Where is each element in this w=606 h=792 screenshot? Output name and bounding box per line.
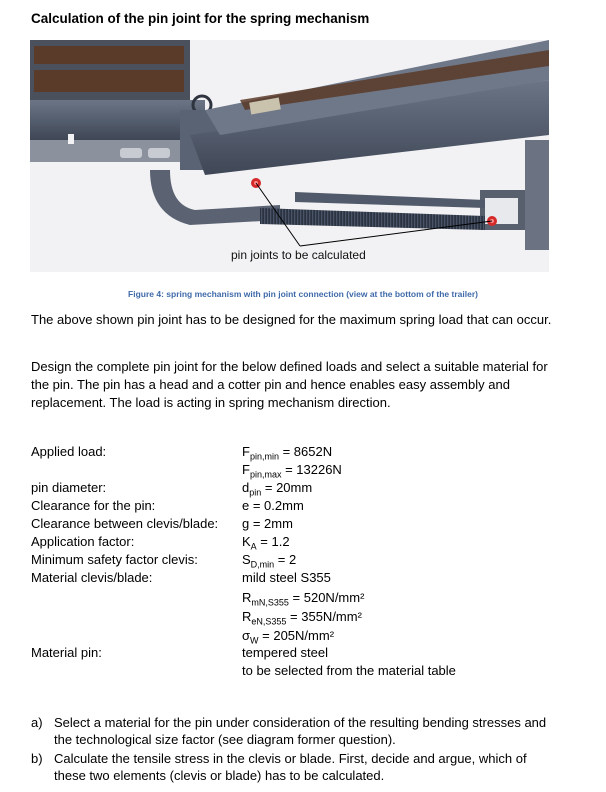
task-marker: a): [31, 715, 43, 730]
task-list: [31, 714, 561, 786]
intro-paragraph: The above shown pin joint has to be designed for the maximum spring load that can occur.: [31, 312, 552, 327]
material-pin-label: Material pin:: [31, 645, 102, 660]
material-clevis-blade-value: mild steel S355: [242, 570, 331, 585]
task-text: Select a material for the pin under consideration of the resulting bending stresses and the technological size factor (see diagram former question).: [54, 715, 547, 747]
task-text: Calculate the tensile stress in the clevis or blade. First, decide and argue, which of these two elements (clevis or blade) has to be calculated.: [54, 751, 527, 783]
application-factor-value: $K_A = 1.2$: [242, 534, 290, 552]
callout-label: pin joints to be calculated: [231, 248, 366, 262]
page-title: Calculation of the pin joint for the spring mechanism: [31, 11, 370, 26]
clearance-pin-value: e = 0.2mm: [242, 498, 304, 513]
min-safety-factor-label: Minimum safety factor clevis:: [31, 552, 198, 567]
task-item: [31, 750, 561, 784]
design-paragraph: Design the complete pin joint for the below defined loads and select a suitable material for the pin. The pin has a head and a cotter pin and hence enables easy assembly and replacement. The load is acting in spring mechanism direction.: [31, 359, 548, 410]
spring-mechanism-figure: [30, 40, 549, 272]
material-pin-note: to be selected from the material table: [242, 663, 456, 678]
figure-caption: Figure 4: spring mechanism with pin joint connection (view at the bottom of the trailer): [128, 289, 478, 299]
material-pin-value: tempered steel: [242, 645, 328, 660]
rm-value: $R_{mN,S355} = 520N/mm^2$: [242, 590, 365, 608]
clearance-pin-label: Clearance for the pin:: [31, 498, 156, 513]
clearance-clevis-blade-value: g = 2mm: [242, 516, 293, 531]
sigma-w-value: $\sigma_W = 205N/mm^2$: [242, 628, 335, 646]
fmax-value: $F_{pin,max} = 13226N$: [242, 462, 342, 480]
applied-load-label: Applied load:: [31, 444, 107, 459]
pin-diameter-value: $d_{pin} = 20mm$: [242, 480, 313, 498]
task-marker: b): [31, 751, 43, 766]
min-safety-factor-value: $S_{D,min} = 2$: [242, 552, 297, 570]
task-item: [31, 714, 561, 748]
spring-mechanism-illustration: [30, 40, 549, 272]
clearance-clevis-blade-label: Clearance between clevis/blade:: [31, 516, 219, 531]
application-factor-label: Application factor:: [31, 534, 135, 549]
fmin-value: $F_{pin,min} = 8652N$: [242, 444, 333, 462]
pin-diameter-label: pin diameter:: [31, 480, 107, 495]
re-value: $R_{eN,S355} = 355N/mm^2$: [242, 609, 362, 627]
material-clevis-blade-label: Material clevis/blade:: [31, 570, 153, 585]
